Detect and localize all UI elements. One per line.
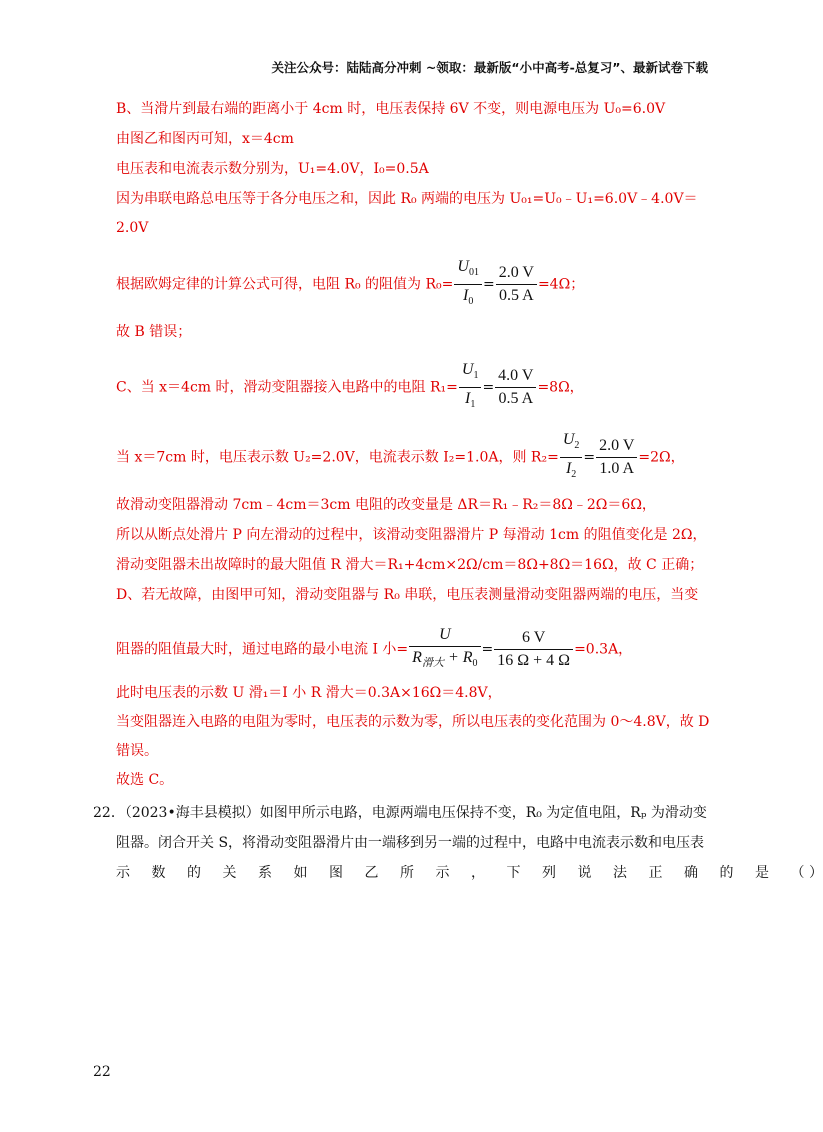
solution-line: 2.0V [116, 220, 149, 236]
formula-prefix: 阻器的阻值最大时，通过电路的最小电流 I 小= [116, 641, 409, 658]
solution-line: 故滑动变阻器滑动 7cm﹣4cm＝3cm 电阻的改变量是 ΔR＝R₁﹣R₂＝8Ω﹣2Ω＝6Ω， [116, 497, 656, 513]
denominator: 0.5 A [496, 284, 537, 305]
denominator-term: + R [447, 649, 473, 666]
numerator: 2.0 V [599, 437, 635, 455]
answer-blank: （ ） [790, 865, 823, 881]
fraction [409, 626, 480, 673]
denominator: I [565, 460, 572, 478]
subscript: 滑大 [421, 657, 444, 670]
fraction [560, 431, 583, 484]
formula-suffix: =4Ω； [537, 276, 585, 293]
solution-line: 错误。 [116, 743, 158, 759]
question-stem: 示数的关系如图乙所示，下列说法正确的是 [116, 865, 791, 881]
formula-suffix: =0.3A， [574, 641, 633, 658]
numerator: U [562, 431, 575, 448]
subscript: 2 [571, 469, 577, 481]
question-line: 阻器。闭合开关 S，将滑动变阻器滑片由一端移到另一端的过程中，电路中电流表示数和电压表 [116, 835, 705, 851]
numerator: U [439, 626, 451, 643]
fraction [496, 264, 537, 305]
question-line [116, 864, 823, 882]
page-number: 22 [93, 1064, 111, 1080]
numerator: 2.0 V [498, 264, 534, 282]
formula-suffix: =8Ω， [537, 379, 584, 396]
question-line: 22．（2023•海丰县模拟）如图甲所示电路，电源两端电压保持不变，R₀ 为定值电阻，Rₚ 为滑动变 [93, 805, 707, 821]
solution-line: 电压表和电流表示数分别为，U₁=4.0V，I₀=0.5A [116, 161, 429, 177]
subscript: 0 [468, 296, 474, 308]
fraction [459, 361, 482, 414]
denominator: R [412, 649, 422, 666]
subscript: 01 [468, 267, 479, 279]
subscript: 0 [472, 658, 478, 670]
formula-suffix: =2Ω， [638, 449, 685, 466]
denominator: 1.0 A [596, 457, 637, 478]
subscript: 1 [470, 399, 476, 411]
solution-line: 所以从断点处滑片 P 向左滑动的过程中，该滑动变阻器滑片 P 每滑动 1cm 的阻值变化是 2Ω， [116, 527, 707, 543]
solution-line: 当变阻器连入电路的电阻为零时，电压表的示数为零，所以电压表的变化范围为 0～4.8V，故 D [116, 714, 710, 730]
fraction [495, 367, 536, 408]
solution-formula-line: 根据欧姆定律的计算公式可得，电阻 R₀ 的阻值为 R₀= $\frac{U_{01}}{I_0}$ = $\frac{2.0 V}{0.5 A}$ =4Ω； [116, 258, 584, 311]
solution-line: 此时电压表的示数 U 滑₁＝I 小 R 滑大＝0.3A×16Ω＝4.8V， [116, 685, 502, 701]
solution-formula-line: 当 x＝7cm 时，电压表示数 U₂=2.0V，电流表示数 I₂=1.0A，则 R₂= $\frac{U_2}{I_2}$ = $\frac{2.0 V}{1.0 A}$ =2Ω， [116, 431, 685, 484]
solution-formula-line: C、当 x＝4cm 时，滑动变阻器接入电路中的电阻 R₁= $\frac{U_1}{I_1}$ = $\frac{4.0 V}{0.5 A}$ =8Ω， [116, 361, 584, 414]
formula-prefix: 当 x＝7cm 时，电压表示数 U₂=2.0V，电流表示数 I₂=1.0A，则 R₂= [116, 449, 559, 466]
numerator: U [461, 361, 474, 378]
solution-line: B、当滑片到最右端的距离小于 4cm 时，电压表保持 6V 不变，则电源电压为 U₀=6.0V [116, 101, 666, 117]
subscript: 2 [574, 440, 580, 452]
subscript: 1 [473, 370, 479, 382]
fraction [494, 629, 573, 670]
solution-line: 由图乙和图丙可知，x＝4cm [116, 131, 294, 147]
solution-line: 因为串联电路总电压等于各分电压之和，因此 R₀ 两端的电压为 U₀₁=U₀﹣U₁=6.0V﹣4.0V＝ [116, 191, 698, 207]
solution-formula-line: 阻器的阻值最大时，通过电路的最小电流 I 小= $\frac{U}{R_{滑大} + R_0}$ = $\frac{6 V}{16 \Omega + 4 \Omega}$ =0.3A， [116, 626, 632, 673]
solution-line: 故 B 错误； [116, 324, 192, 340]
fraction [454, 258, 482, 311]
denominator: I [463, 287, 469, 305]
solution-line: 故选 C。 [116, 772, 174, 788]
formula-prefix: C、当 x＝4cm 时，滑动变阻器接入电路中的电阻 R₁= [116, 379, 458, 396]
solution-line: 滑动变阻器未出故障时的最大阻值 R 滑大＝R₁+4cm×2Ω/cm＝8Ω+8Ω＝16Ω，故 C 正确； [116, 557, 704, 573]
solution-line: D、若无故障，由图甲可知，滑动变阻器与 R₀ 串联，电压表测量滑动变阻器两端的电压，当变 [116, 587, 699, 603]
fraction [596, 437, 637, 478]
page-header: 关注公众号：陆陆高分冲刺 ~领取：最新版“小中高考-总复习”、最新试卷下载 [271, 60, 708, 75]
denominator: 16 Ω + 4 Ω [494, 649, 573, 670]
denominator: 0.5 A [495, 387, 536, 408]
formula-prefix: 根据欧姆定律的计算公式可得，电阻 R₀ 的阻值为 R₀= [116, 276, 454, 293]
numerator: 4.0 V [498, 367, 534, 385]
numerator: 6 V [522, 629, 546, 647]
denominator: I [464, 390, 471, 408]
numerator: U [457, 258, 469, 275]
